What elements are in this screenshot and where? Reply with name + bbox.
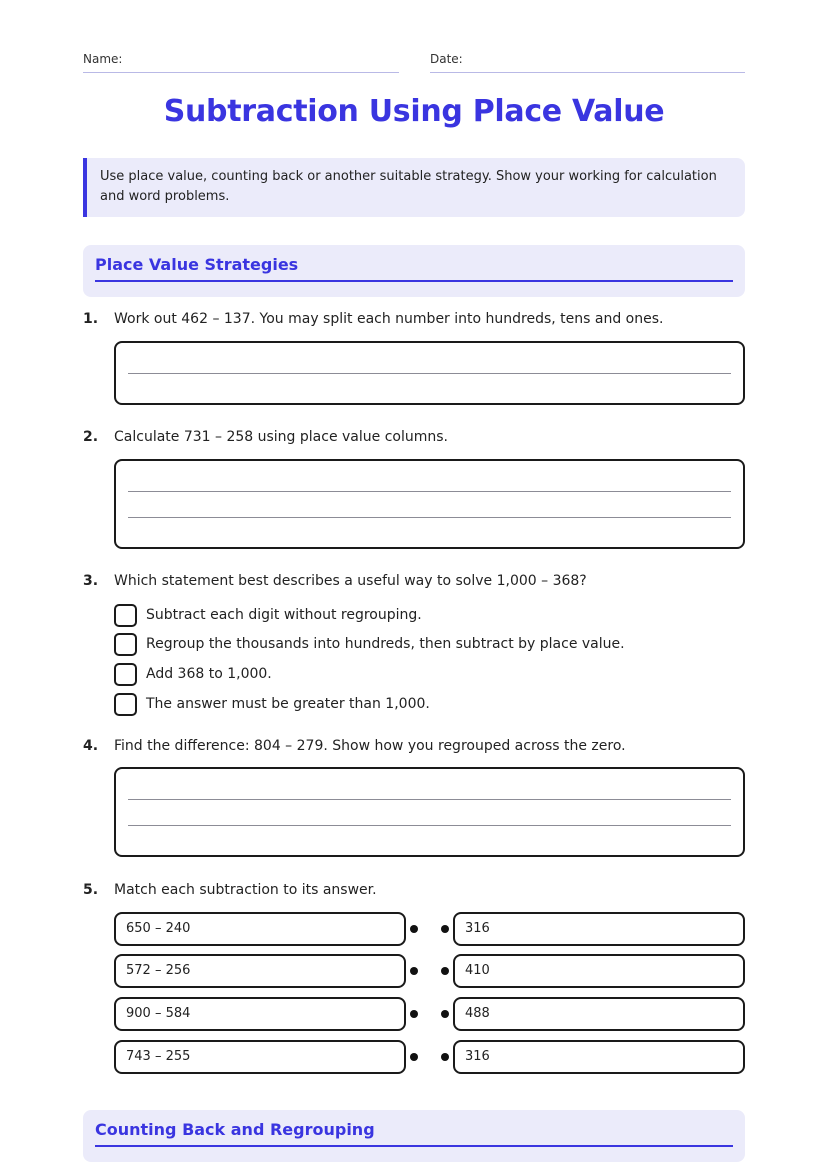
- question-text: Match each subtraction to its answer.: [114, 882, 377, 898]
- match-left-item[interactable]: 900 – 584: [114, 997, 406, 1031]
- answer-line: [128, 491, 731, 492]
- checkbox[interactable]: [114, 604, 137, 627]
- answer-line: [128, 373, 731, 374]
- answer-line: [128, 517, 731, 518]
- section-header-place-value: [83, 245, 745, 297]
- answer-line: [128, 799, 731, 800]
- option-label: Subtract each digit without regrouping.: [146, 607, 422, 623]
- question-text: Calculate 731 – 258 using place value columns.: [114, 429, 448, 445]
- question-number: 3.: [83, 573, 99, 589]
- match-dot[interactable]: [441, 967, 449, 975]
- match-left-item[interactable]: 572 – 256: [114, 954, 406, 988]
- checkbox[interactable]: [114, 633, 137, 656]
- match-left-item[interactable]: 743 – 255: [114, 1040, 406, 1074]
- match-right-item[interactable]: 410: [453, 954, 745, 988]
- question-text: Find the difference: 804 – 279. Show how you regrouped across the zero.: [114, 738, 626, 754]
- match-dot[interactable]: [410, 1053, 418, 1061]
- match-dot[interactable]: [410, 925, 418, 933]
- name-field[interactable]: [83, 52, 399, 73]
- match-dot[interactable]: [410, 967, 418, 975]
- instructions-box: [83, 158, 745, 217]
- option-label: Regroup the thousands into hundreds, then subtract by place value.: [146, 636, 625, 652]
- match-left-item[interactable]: 650 – 240: [114, 912, 406, 946]
- match-right-item[interactable]: 316: [453, 912, 745, 946]
- question-number: 4.: [83, 738, 99, 754]
- section-header-counting-back: [83, 1110, 745, 1162]
- checkbox[interactable]: [114, 663, 137, 686]
- question-text: Which statement best describes a useful way to solve 1,000 – 368?: [114, 573, 587, 589]
- question-text: Work out 462 – 137. You may split each number into hundreds, tens and ones.: [114, 311, 664, 327]
- option-label: The answer must be greater than 1,000.: [146, 696, 430, 712]
- instructions-text: Use place value, counting back or another suitable strategy. Show your working for calculation and word problems.: [100, 169, 717, 204]
- match-right-item[interactable]: 316: [453, 1040, 745, 1074]
- question-number: 2.: [83, 429, 99, 445]
- name-label: Name:: [83, 52, 123, 66]
- match-dot[interactable]: [441, 925, 449, 933]
- answer-line: [128, 825, 731, 826]
- match-dot[interactable]: [441, 1010, 449, 1018]
- match-dot[interactable]: [410, 1010, 418, 1018]
- question-number: 5.: [83, 882, 99, 898]
- option-label: Add 368 to 1,000.: [146, 666, 272, 682]
- answer-box-2[interactable]: [114, 459, 745, 549]
- section-title: Place Value Strategies: [95, 255, 733, 282]
- checkbox[interactable]: [114, 693, 137, 716]
- answer-box-4[interactable]: [114, 767, 745, 857]
- match-right-item[interactable]: 488: [453, 997, 745, 1031]
- date-label: Date:: [430, 52, 463, 66]
- match-dot[interactable]: [441, 1053, 449, 1061]
- section-title: Counting Back and Regrouping: [95, 1120, 733, 1147]
- answer-box-1[interactable]: [114, 341, 745, 405]
- date-field[interactable]: [430, 52, 745, 73]
- page-title: Subtraction Using Place Value: [163, 94, 665, 129]
- question-number: 1.: [83, 311, 99, 327]
